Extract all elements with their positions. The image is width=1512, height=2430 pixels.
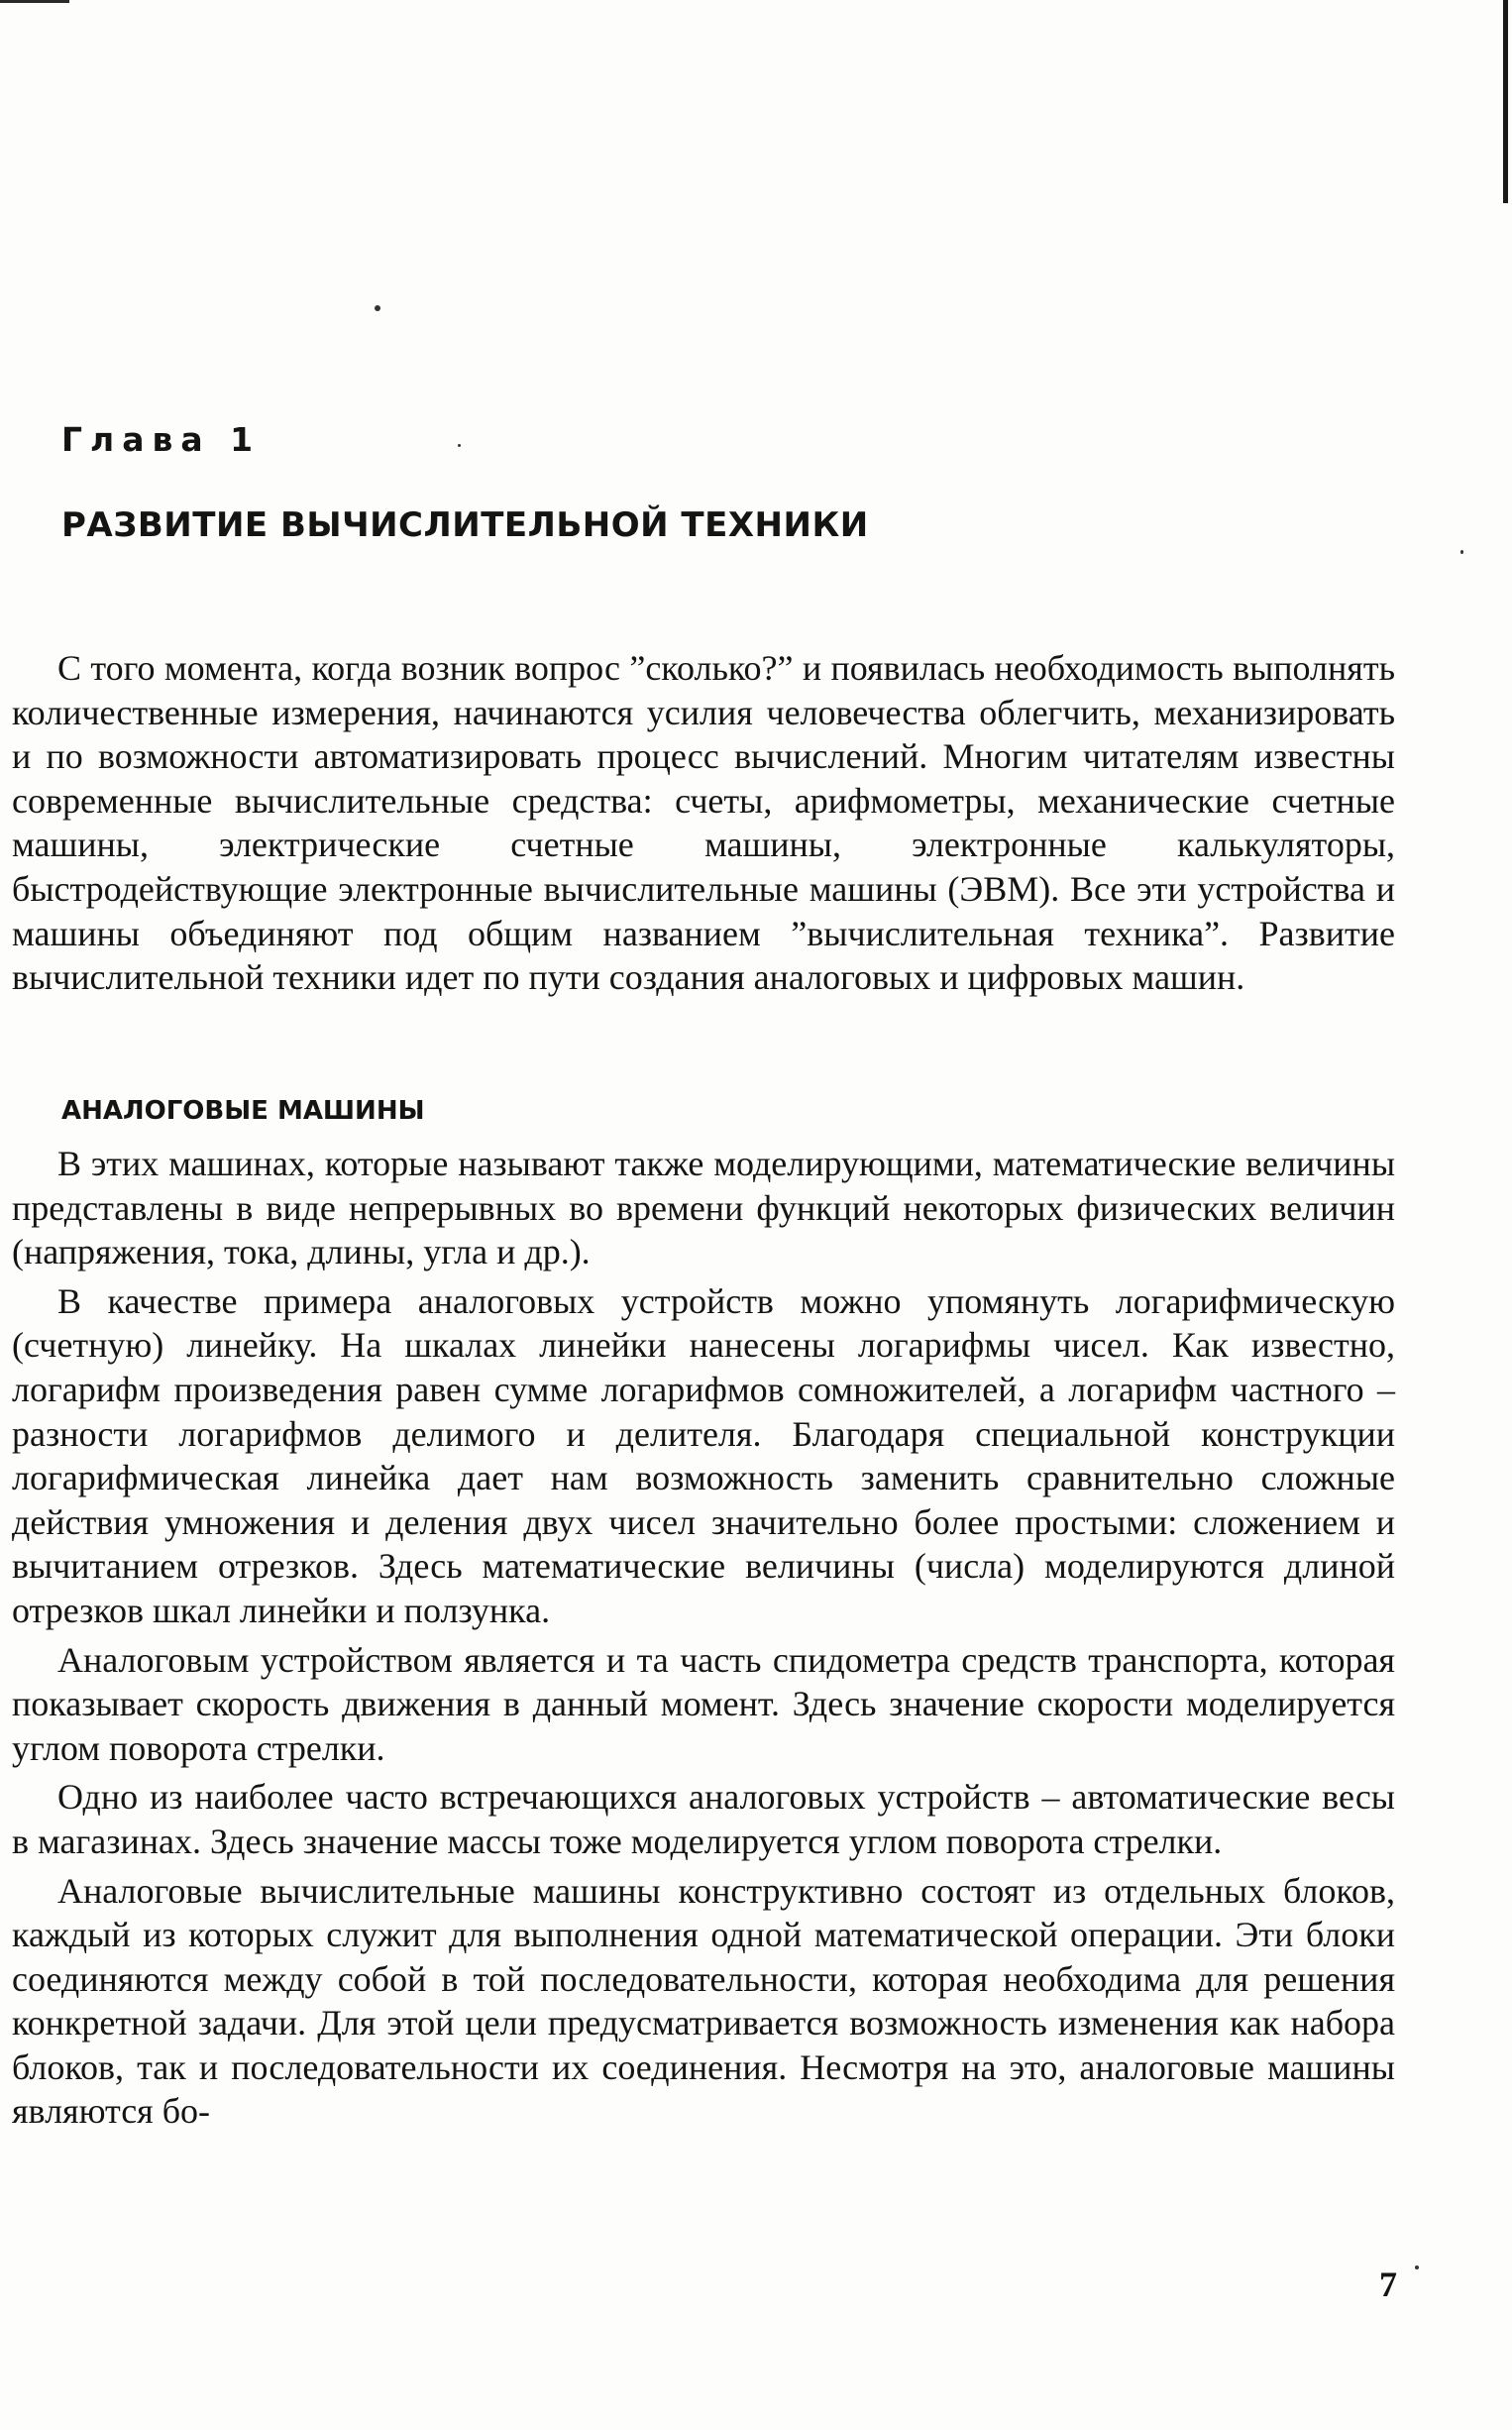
chapter-label: Глава 1 xyxy=(61,420,262,459)
section-paragraph: Аналоговым устройством является и та часть спидометра средств транспорта, которая показывает скорость движения в данный момент. Здесь значение скорости моделируется углом поворота стрелки. xyxy=(12,1639,1395,1768)
scan-edge-mark xyxy=(1503,0,1508,203)
scan-speck xyxy=(1415,2265,1419,2269)
intro-paragraph: С того момента, когда возник вопрос ”сколько?” и появилась необходимость выполнять количественные измерения, начинаются усилия человечества облегчить, механизировать и по возможности автоматизировать процесс вычислений. Многим читателям известны современные вычислительные средства: счеты, арифмометры, механические счетные машины, электрические счетные машины, электронные калькуляторы, быстродействующие электронные вычислительные машины (ЭВМ). Все эти устройства и машины объединяют под общим названием ”вычислительная техника”. Развитие вычислительной техники идет по пути создания аналоговых и цифровых машин. xyxy=(12,648,1395,998)
intro-text xyxy=(12,646,1395,1000)
section-heading: АНАЛОГОВЫЕ МАШИНЫ xyxy=(61,1096,425,1126)
section-paragraph: В качестве примера аналоговых устройств можно упомянуть логарифмическую (счетную) линейку. На шкалах линейки нанесены логарифмы чисел. Как известно, логарифм произведения равен сумме логарифмов сомножителей, а логарифм частного – разности логарифмов делимого и делителя. Благодаря специальной конструкции логарифмическая линейка дает нам возможность заменить сравнительно сложные действия умножения и деления двух чисел значительно более простыми: сложением и вычитанием отрезков. Здесь математические величины (числа) моделируются длиной отрезков шкал линейки и ползунка. xyxy=(12,1280,1395,1630)
section-paragraph: Одно из наиболее часто встречающихся аналоговых устройств – автоматические весы в магазинах. Здесь значение массы тоже моделируется углом поворота стрелки. xyxy=(12,1777,1395,1861)
section-paragraph: Аналоговые вычислительные машины конструктивно состоят из отдельных блоков, каждый из которых служит для выполнения одной математической операции. Эти блоки соединяются между собой в той последовательности, которая необходима для решения конкретной задачи. Для этой цели предусматривается возможность изменения как набора блоков, так и последовательности их соединения. Несмотря на это, аналоговые машины являются бо- xyxy=(12,1870,1395,2132)
scan-speck xyxy=(375,305,380,311)
scan-speck xyxy=(458,444,461,447)
scan-speck xyxy=(1460,550,1463,554)
section-paragraph: В этих машинах, которые называют также моделирующими, математические величины представлены в виде непрерывных во времени функций некоторых физических величин (напряжения, тока, длины, угла и др.). xyxy=(12,1144,1395,1272)
section-body xyxy=(12,1142,1395,2134)
chapter-title: РАЗВИТИЕ ВЫЧИСЛИТЕЛЬНОЙ ТЕХНИКИ xyxy=(61,505,869,545)
scan-edge-mark xyxy=(0,0,69,3)
page-number: 7 xyxy=(1379,2264,1397,2304)
